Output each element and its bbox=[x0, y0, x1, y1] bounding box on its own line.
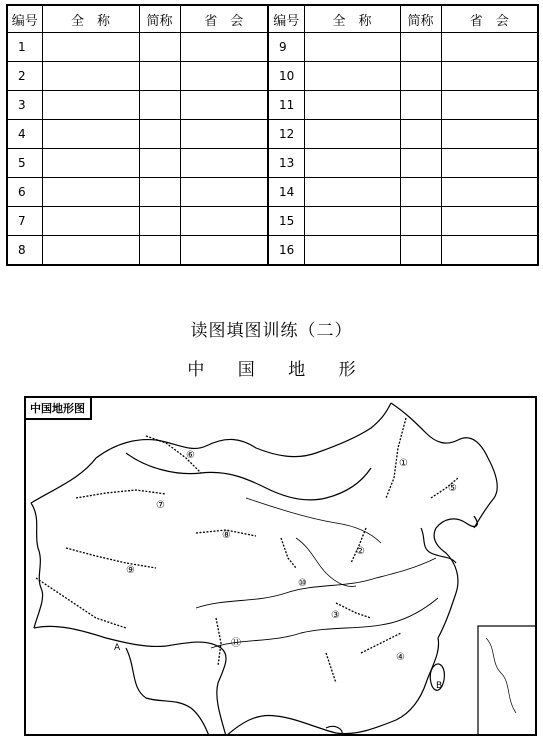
table-row bbox=[7, 120, 538, 149]
row-number: 15 bbox=[268, 207, 304, 236]
abbreviation-cell[interactable] bbox=[400, 207, 441, 236]
abbreviation-cell[interactable] bbox=[400, 33, 441, 62]
abbreviation-cell[interactable] bbox=[139, 62, 180, 91]
abbreviation-cell[interactable] bbox=[139, 149, 180, 178]
full-name-cell[interactable] bbox=[304, 91, 400, 120]
full-name-cell[interactable] bbox=[304, 236, 400, 266]
marker-7: ⑦ bbox=[156, 500, 165, 511]
table-header-row bbox=[7, 5, 538, 33]
southeast-coast-line bbox=[226, 638, 439, 736]
table-row bbox=[7, 91, 538, 120]
marker-8: ⑧ bbox=[222, 530, 231, 541]
marker-3: ③ bbox=[331, 610, 340, 621]
marker-5: ⑤ bbox=[448, 483, 457, 494]
full-name-cell[interactable] bbox=[42, 236, 139, 266]
abbreviation-cell[interactable] bbox=[139, 33, 180, 62]
header-abbreviation: 简称 bbox=[139, 5, 180, 33]
subtitle-char: 国 bbox=[237, 360, 255, 380]
map-markers bbox=[114, 450, 457, 691]
row-number: 9 bbox=[268, 33, 304, 62]
page-subtitle bbox=[0, 355, 543, 380]
abbreviation-cell[interactable] bbox=[139, 120, 180, 149]
map-drawing bbox=[26, 398, 537, 736]
abbreviation-cell[interactable] bbox=[400, 62, 441, 91]
marker-6: ⑥ bbox=[186, 450, 195, 461]
map-outlines bbox=[31, 403, 537, 736]
capital-cell[interactable] bbox=[180, 207, 268, 236]
row-number: 12 bbox=[268, 120, 304, 149]
row-number: 3 bbox=[7, 91, 42, 120]
abbreviation-cell[interactable] bbox=[400, 236, 441, 266]
full-name-cell[interactable] bbox=[42, 120, 139, 149]
full-name-cell[interactable] bbox=[42, 207, 139, 236]
mountain-range-7 bbox=[76, 490, 166, 498]
full-name-cell[interactable] bbox=[304, 207, 400, 236]
header-capital: 省 会 bbox=[441, 5, 538, 33]
capital-cell[interactable] bbox=[180, 236, 268, 266]
header-full-name: 全 称 bbox=[42, 5, 139, 33]
province-table bbox=[6, 4, 539, 266]
abbreviation-cell[interactable] bbox=[400, 120, 441, 149]
header-abbreviation: 简称 bbox=[400, 5, 441, 33]
table-row bbox=[7, 149, 538, 178]
row-number: 10 bbox=[268, 62, 304, 91]
capital-cell[interactable] bbox=[441, 120, 538, 149]
mountain-range-south bbox=[326, 653, 336, 683]
capital-cell[interactable] bbox=[180, 33, 268, 62]
row-number: 14 bbox=[268, 178, 304, 207]
page-title: 读图填图训练（二） bbox=[190, 321, 353, 341]
map-title: 中国地形图 bbox=[26, 398, 92, 420]
marker-1: ① bbox=[399, 458, 408, 469]
capital-cell[interactable] bbox=[441, 91, 538, 120]
abbreviation-cell[interactable] bbox=[400, 178, 441, 207]
full-name-cell[interactable] bbox=[42, 62, 139, 91]
south-inner-line bbox=[126, 648, 209, 736]
marker-9: ⑨ bbox=[126, 565, 135, 576]
abbreviation-cell[interactable] bbox=[139, 207, 180, 236]
header-full-name: 全 称 bbox=[304, 5, 400, 33]
row-number: 8 bbox=[7, 236, 42, 266]
row-number: 13 bbox=[268, 149, 304, 178]
marker-11: ⑪ bbox=[231, 638, 241, 649]
capital-cell[interactable] bbox=[180, 62, 268, 91]
mountain-range-4 bbox=[361, 633, 401, 653]
subtitle-char: 中 bbox=[187, 360, 205, 380]
mountain-ranges bbox=[36, 418, 458, 683]
capital-cell[interactable] bbox=[180, 91, 268, 120]
row-number: 11 bbox=[268, 91, 304, 120]
capital-cell[interactable] bbox=[441, 33, 538, 62]
subtitle-char: 形 bbox=[338, 360, 356, 380]
letter-a: A bbox=[114, 643, 121, 653]
yangtze-river-line bbox=[211, 598, 438, 648]
full-name-cell[interactable] bbox=[304, 149, 400, 178]
mountain-range-11 bbox=[216, 618, 221, 666]
full-name-cell[interactable] bbox=[42, 178, 139, 207]
row-number: 16 bbox=[268, 236, 304, 266]
capital-cell[interactable] bbox=[180, 149, 268, 178]
mountain-range-taihang bbox=[281, 538, 296, 568]
full-name-cell[interactable] bbox=[304, 33, 400, 62]
row-number: 1 bbox=[7, 33, 42, 62]
mountain-range-himalaya bbox=[36, 578, 126, 628]
row-number: 2 bbox=[7, 62, 42, 91]
table-row bbox=[7, 236, 538, 266]
capital-cell[interactable] bbox=[441, 62, 538, 91]
marker-10: ⑩ bbox=[298, 578, 307, 589]
capital-cell[interactable] bbox=[441, 207, 538, 236]
china-terrain-map bbox=[24, 396, 537, 736]
river-line bbox=[246, 498, 381, 543]
capital-cell[interactable] bbox=[441, 178, 538, 207]
inset-line bbox=[486, 638, 516, 713]
row-number: 6 bbox=[7, 178, 42, 207]
capital-cell[interactable] bbox=[180, 178, 268, 207]
abbreviation-cell[interactable] bbox=[400, 149, 441, 178]
abbreviation-cell[interactable] bbox=[139, 236, 180, 266]
marker-2: ② bbox=[356, 546, 365, 557]
row-number: 7 bbox=[7, 207, 42, 236]
subtitle-char: 地 bbox=[288, 360, 306, 380]
mountain-range-3 bbox=[336, 603, 371, 618]
header-number: 编号 bbox=[268, 5, 304, 33]
capital-cell[interactable] bbox=[180, 120, 268, 149]
full-name-cell[interactable] bbox=[42, 149, 139, 178]
table-row bbox=[7, 207, 538, 236]
abbreviation-cell[interactable] bbox=[400, 91, 441, 120]
capital-cell[interactable] bbox=[441, 236, 538, 266]
row-number: 4 bbox=[7, 120, 42, 149]
abbreviation-cell[interactable] bbox=[139, 178, 180, 207]
table-row bbox=[7, 62, 538, 91]
full-name-cell[interactable] bbox=[42, 91, 139, 120]
south-border-line bbox=[34, 626, 226, 736]
marker-4: ④ bbox=[396, 652, 405, 663]
mountain-range-9 bbox=[66, 548, 156, 568]
letter-b: B bbox=[436, 681, 443, 691]
table-row bbox=[7, 178, 538, 207]
inset-box bbox=[478, 626, 537, 736]
capital-cell[interactable] bbox=[441, 149, 538, 178]
header-number: 编号 bbox=[7, 5, 42, 33]
inner-border-line bbox=[126, 453, 371, 500]
yellow-river-line bbox=[196, 558, 436, 608]
table-row bbox=[7, 33, 538, 62]
full-name-cell[interactable] bbox=[304, 178, 400, 207]
full-name-cell[interactable] bbox=[42, 33, 139, 62]
full-name-cell[interactable] bbox=[304, 120, 400, 149]
full-name-cell[interactable] bbox=[304, 62, 400, 91]
header-capital: 省 会 bbox=[180, 5, 268, 33]
row-number: 5 bbox=[7, 149, 42, 178]
west-border-line bbox=[31, 503, 43, 628]
abbreviation-cell[interactable] bbox=[139, 91, 180, 120]
east-coast-line bbox=[434, 516, 477, 638]
